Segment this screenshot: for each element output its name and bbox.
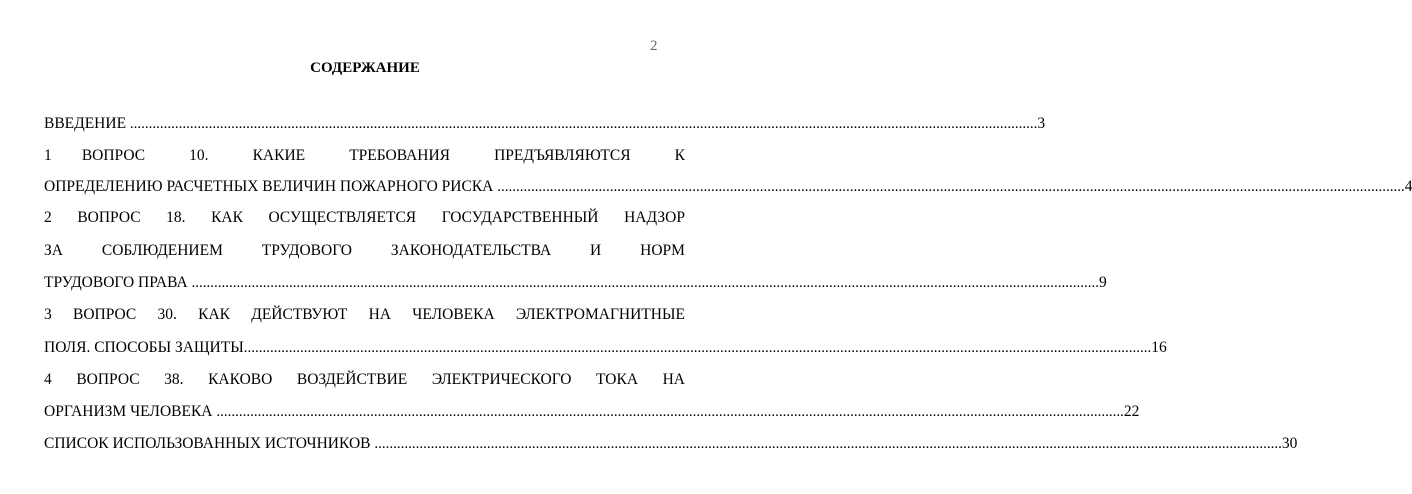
- toc-word: 3: [44, 306, 52, 323]
- toc-word: ЗАКОНОДАТЕЛЬСТВА: [390, 242, 552, 259]
- toc-word: И: [590, 242, 602, 259]
- toc-word: ДЕЙСТВУЮТ: [251, 306, 348, 323]
- toc-word: ГОСУДАРСТВЕННЫЙ: [441, 209, 599, 226]
- toc-word: 1: [44, 147, 52, 164]
- toc-word: 4: [44, 371, 52, 388]
- toc-word: 2: [44, 209, 52, 226]
- toc-word: КАК: [211, 209, 243, 226]
- toc-entry-q18-line2: [44, 236, 685, 266]
- toc-word: 38.: [164, 371, 184, 388]
- toc-entry-text: ВВЕДЕНИЕ: [44, 115, 130, 132]
- toc-word: 30.: [157, 306, 177, 323]
- toc-entry-page: 22: [1123, 403, 1140, 420]
- toc-word: НА: [368, 306, 392, 323]
- toc-entry-page: 30: [1281, 435, 1298, 452]
- toc-entry-introduction: [44, 109, 1046, 139]
- toc-entry-page: 3: [1037, 115, 1046, 132]
- toc-word: ТОКА: [596, 371, 639, 388]
- toc-word: ВОПРОС: [81, 147, 146, 164]
- toc-word: КАКОВО: [208, 371, 273, 388]
- toc-word: ВОЗДЕЙСТВИЕ: [296, 371, 408, 388]
- toc-word: НАДЗОР: [624, 209, 685, 226]
- toc-word: К: [674, 147, 685, 164]
- toc-entry-text: ОРГАНИЗМ ЧЕЛОВЕКА: [44, 403, 217, 420]
- toc-word: 18.: [166, 209, 186, 226]
- toc-entry-page: 9: [1099, 274, 1107, 291]
- toc-word: ВОПРОС: [76, 371, 140, 388]
- toc-word: 10.: [189, 147, 209, 164]
- toc-word: НА: [662, 371, 685, 388]
- toc-word: НОРМ: [640, 242, 685, 259]
- toc-word: ЧЕЛОВЕКА: [412, 306, 495, 323]
- toc-entry-q38-line2: [44, 397, 1140, 427]
- toc-entry-q18-line3: [44, 268, 1107, 298]
- toc-entry-text: СПИСОК ИСПОЛЬЗОВАННЫХ ИСТОЧНИКОВ: [44, 435, 375, 452]
- toc-word: ЗА: [44, 242, 63, 259]
- page-number: 2: [650, 38, 658, 54]
- toc-word: ЭЛЕКТРОМАГНИТНЫЕ: [515, 306, 685, 323]
- toc-entry-page: 16: [1151, 339, 1167, 356]
- toc-word: ВОПРОС: [77, 209, 141, 226]
- toc-word: ВОПРОС: [73, 306, 137, 323]
- dot-leader: ..................................................................................................................................................................................................................................................: [129, 116, 1038, 132]
- toc-word: ЭЛЕКТРИЧЕСКОГО: [431, 371, 572, 388]
- dot-leader: ..................................................................................................................................................................................................................................................: [497, 179, 1405, 195]
- toc-entry-text: ТРУДОВОГО ПРАВА: [44, 274, 192, 291]
- toc-entry-q38-line1: [44, 365, 685, 395]
- toc-entry-sources: [44, 429, 1298, 459]
- toc-word: ТРЕБОВАНИЯ: [349, 147, 451, 164]
- dot-leader: ..................................................................................................................................................................................................................................................: [374, 436, 1282, 452]
- toc-entry-text: ПОЛЯ. СПОСОБЫ ЗАЩИТЫ: [44, 339, 244, 356]
- toc-word: ТРУДОВОГО: [261, 242, 352, 259]
- toc-word: ОСУЩЕСТВЛЯЕТСЯ: [268, 209, 417, 226]
- dot-leader: ..................................................................................................................................................................................................................................................: [216, 404, 1124, 420]
- toc-title: СОДЕРЖАНИЕ: [310, 60, 420, 76]
- toc-word: КАК: [198, 306, 231, 323]
- dot-leader: ..................................................................................................................................................................................................................................................: [191, 275, 1100, 291]
- toc-entry-q10-line2: [44, 172, 1412, 202]
- toc-word: КАКИЕ: [252, 147, 306, 164]
- dot-leader: ..................................................................................................................................................................................................................................................: [243, 340, 1152, 356]
- toc-entry-q30-line1: [44, 300, 685, 330]
- toc-entry-q30-line2: [44, 333, 1167, 363]
- toc-entry-q18-line1: [44, 203, 685, 233]
- toc-word: ПРЕДЪЯВЛЯЮТСЯ: [494, 147, 631, 164]
- toc-entry-q10-line1: [44, 141, 685, 171]
- toc-entry-text: ОПРЕДЕЛЕНИЮ РАСЧЕТНЫХ ВЕЛИЧИН ПОЖАРНОГО РИСКА: [44, 178, 498, 195]
- toc-word: СОБЛЮДЕНИЕМ: [101, 242, 223, 259]
- toc-entry-page: 4: [1404, 178, 1412, 195]
